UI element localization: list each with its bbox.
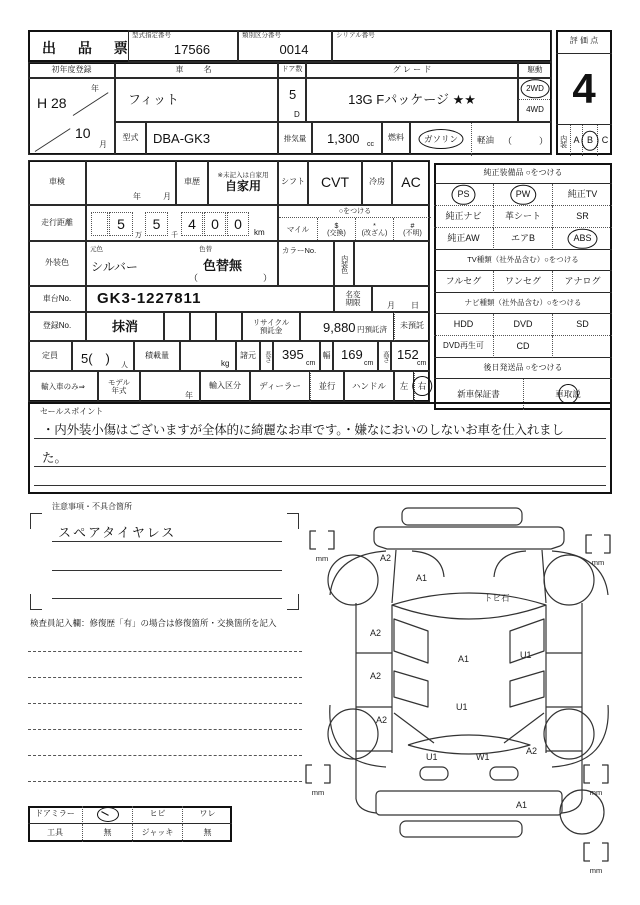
navi-dvd: DVD [493,314,552,336]
bracket-corner [287,594,299,610]
regno-empty-cell [190,312,216,341]
equipment-header1: 純正装備品 ○をつける [434,163,612,184]
windshield-note: トビ石 [484,593,510,603]
namechange-label-2: 期限 [345,298,361,307]
shaken-year-unit: 年 [133,192,141,201]
fuel-gasoline-wrap [413,123,469,156]
equip-airbag: エアB [493,228,552,250]
damage-label: A2 [370,671,382,681]
tv-fullseg: フルセグ [434,271,493,293]
taillight-left [420,767,448,780]
diagonal-slash [35,128,71,152]
change-color-label: 色替 [199,246,212,253]
tread-bracket-spare [584,843,608,861]
page-title: 出 品 票 [42,40,137,56]
car-name-header: 車 名 [115,62,278,78]
modelyear-label [98,371,140,402]
rear-license-strip [400,821,522,837]
displacement-cell [312,122,382,155]
damage-label: A1 [416,573,428,583]
namechange-date-cell [372,286,430,312]
sales-underline [34,438,606,439]
flag-hash-sub: (不明) [403,230,422,237]
capacity-cell [72,341,134,371]
length-unit: cm [306,360,316,367]
damage-label: A2 [380,553,392,563]
tread-unit: mm [315,554,329,563]
regno-value: 抹消 [86,312,164,341]
notes-underline [52,598,282,599]
front-license-strip [402,508,522,525]
fuel-paren-open: （ [503,136,513,146]
importclass-label: 輸入区分 [200,371,250,402]
fuel-paren-close: ） [539,136,549,146]
equip-aw: 純正AW [434,228,493,250]
interior-grade-label: 内装 [556,125,571,156]
flag-dollar-sub: (交換) [327,230,346,237]
rear-fender-arcs [330,705,609,767]
doors-header: ドア数 [278,62,306,78]
load-label: 積載量 [134,341,180,371]
modelyear-unit: 年 [185,391,193,400]
bracket-corner [30,513,42,529]
damage-label: W1 [476,752,490,762]
interior-grade-c: C [601,134,609,145]
mirror-split: ワレ [182,806,232,824]
mileage-sen: 千 [171,232,178,239]
width-value: 169 [341,347,363,362]
equip-navi: 純正ナビ [434,206,493,228]
notes-entry: スペアタイヤレス [58,525,177,540]
height-label: 高さ [378,341,391,371]
navi-dvd-play: DVD再生可 [434,336,493,358]
tread-unit: mm [591,558,605,567]
shaken-label: 車検 [28,160,86,205]
front-fender-arcs [330,551,608,595]
c-pillars [394,713,544,743]
doors-cell [278,78,306,122]
inspector-line [28,781,302,782]
handle-right-circled: 右 [417,381,427,392]
bracket-corner [30,594,42,610]
history-label: 車歴 [176,160,208,205]
inspector-line [28,703,302,704]
flag-dollar: $ [334,222,339,230]
spec-label: 諸元 [236,341,260,371]
mileage-cell [86,205,278,241]
mark-stroke [101,811,109,816]
later-warranty: 新車保証書 [457,389,500,400]
navi-empty [552,336,612,358]
damage-label: A1 [516,800,528,810]
equip-ps-cell [434,184,493,206]
notes-underline [52,570,282,571]
length-cell [273,341,320,371]
diagonal-slash [73,92,109,116]
tread-bracket-front-left [310,531,334,549]
width-cell [333,341,378,371]
cool-value: AC [392,160,430,205]
class-code-cell [238,30,332,62]
inspector-label: 検査員記入欄：修復歴「有」の場合は修復箇所・交換箇所を記入 [30,618,277,628]
chassis-label: 車台No. [28,286,86,312]
wheel-rear-left [328,709,378,759]
orig-color-value: シルバー [91,260,138,274]
circle-note: ○をつける [279,206,431,218]
deposit-suffix: 円預託済 [357,325,387,334]
chassis-value: GK3-1227811 [86,286,334,312]
sales-label: セールスポイント [40,407,104,416]
width-label: 幅 [320,341,333,371]
front-bumper [374,527,564,549]
tv-oneseg: ワンセグ [493,271,552,293]
handle-label: ハンドル [344,371,394,402]
manual-pre: 車 [555,389,564,400]
bracket-corner [287,513,299,529]
regno-empty-cell [164,312,190,341]
mirror-crack: ヒビ [132,806,182,824]
damage-label: A2 [370,628,382,638]
colorno-label: カラーNo. [282,246,317,255]
equip-ps-circled: PS [457,188,470,199]
shift-label: シフト [278,160,308,205]
tread-bracket-rear-right [584,765,608,783]
load-cell [180,341,236,371]
deposit-value: 9,880 [323,320,356,335]
import-label: 輸入車のみ⇒ [28,371,98,402]
score-label: 評 価 点 [556,30,612,54]
model-label: 型式 [115,122,146,155]
flag-star: * [373,222,376,230]
flag-exchange [317,218,355,242]
load-unit: kg [221,359,230,368]
inspector-line [28,677,302,678]
flag-unknown [393,218,431,242]
serial-cell [332,30,552,62]
flag-tamper [355,218,393,242]
namechange-label [334,286,372,312]
capacity-value: 5( ) [81,351,110,366]
first-reg-month: 10 [75,125,91,141]
modelyear-cell [140,371,200,402]
fuel-cell [410,122,552,155]
damage-label: U1 [520,650,532,660]
fuel-diesel: 軽油 [477,135,495,145]
rear-corner-lines [356,799,582,813]
wheel-front-right [544,555,594,605]
interior-grade-row [556,124,612,155]
interior-grade-b-circled: B [586,134,593,145]
headlight-arcs [412,551,526,577]
length-value: 395 [282,347,304,362]
notes-label: 注意事項・不具合箇所 [52,502,132,511]
mileage-digit: 0 [204,212,226,236]
navi-hdd: HDD [434,314,493,336]
rear-bumper [376,791,562,815]
extcolor-label: 外装色 [28,241,86,286]
flag-hash: # [410,222,415,230]
grade-value: 13G Fパッケージ ★★ [306,78,518,122]
height-unit: cm [417,360,427,367]
first-reg-month-unit: 月 [99,140,107,149]
width-unit: cm [364,360,374,367]
regno-label: 登録No. [28,312,86,341]
cool-label: 冷房 [362,160,392,205]
displacement-label: 排気量 [278,122,312,155]
height-value: 152 [397,347,419,362]
change-paren-close: ） [263,273,273,283]
equip-leather: 革シート [493,206,552,228]
tools-none: 無 [82,824,132,842]
history-note: ※未記入は自家用 [217,171,269,179]
cabin-sides [392,605,546,753]
change-color-value: 色替無 [203,258,243,273]
equip-pw-cell [493,184,552,206]
import-parallel: 並行 [310,371,344,402]
damage-label: A1 [458,654,470,664]
rear-side-windows [394,671,544,707]
navi-sd: SD [552,314,612,336]
tv-analog: アナログ [552,271,612,293]
intcolor-value-cell [354,241,430,286]
recycle-label-1: リサイクル [252,317,290,327]
sales-line1: ・内外装小傷はございますが全体的に綺麗なお車です。・嫌なにおいのしないお車を仕入れまし [42,423,564,437]
flag-star-sub: (改ざん) [361,230,388,237]
jack-none: 無 [182,824,232,842]
taillight-right [490,767,518,780]
capacity-label: 定員 [28,341,72,371]
regno-empty-cell [216,312,242,341]
history-value: 自家用 [224,178,261,193]
equip-pw-circled: PW [515,188,531,199]
shaken-month-unit: 月 [163,192,171,201]
history-cell [208,160,278,205]
body-side-lines [356,603,582,799]
shift-value: CVT [308,160,362,205]
namechange-label-1: 名変 [345,290,361,300]
handle-left: 左 [394,371,414,402]
not-deposited: 未預託 [394,312,430,341]
damage-label: U1 [456,702,468,712]
shaken-date-cell [86,160,176,205]
notes-underline [52,541,282,542]
damage-label: A2 [526,746,538,756]
capacity-unit: 人 [121,362,128,369]
navi-cd: CD [493,336,552,358]
tread-unit: mm [589,866,603,875]
doors-suffix: D [294,110,300,119]
first-reg-year-unit: 年 [91,84,99,93]
tread-bracket-rear-left [306,765,330,783]
intcolor-label: 内装色 [334,241,354,286]
mirror-label: ドアミラー [28,806,82,824]
mileage-digit: 0 [227,212,249,236]
tread-unit: mm [589,788,603,797]
damage-label: U1 [426,752,438,762]
mileage-digit: 4 [181,212,203,236]
mileage-man: 万 [135,232,142,239]
sales-line2: た。 [42,451,68,465]
equip-abs-circled: ABS [573,232,592,243]
sales-underline [34,466,606,467]
car-damage-diagram [300,495,640,887]
fuel-divider [471,123,472,156]
equip-tv: 純正TV [552,184,612,206]
damage-label: A2 [376,715,388,725]
change-paren-open: （ [189,273,199,283]
drive-header: 駆動 [518,62,552,78]
sales-box [28,402,612,494]
interior-grade-a: A [571,125,583,156]
manual-circled: 取 [563,389,573,400]
class-code-label: 類別区分番号 [242,32,281,39]
import-dealer: ディーラー [250,371,310,402]
height-cell [391,341,430,371]
mileage-digit: 5 [145,212,168,236]
drive-2wd-circled: 2WD [526,83,544,93]
windshield [392,593,546,619]
model-code-cell [128,30,238,62]
doors-value: 5 [289,87,297,102]
tread-unit: mm [311,788,325,797]
recycle-label-2: 預託金 [259,325,283,335]
orig-color-label: 元色 [90,246,103,253]
manual-post: 説 [572,389,581,400]
equipment-header2: TV種類（社外品含む）○をつける [434,250,612,271]
equipment-header4: 後日発送品 ○をつける [434,358,612,379]
mileage-box-empty [91,212,108,236]
score-value: 4 [572,64,596,112]
equip-sr: SR [552,206,612,228]
interior-grade-b [583,125,598,156]
equipment-header3: ナビ種類（社外品含む）○をつける [434,293,612,314]
drive-2wd-cell [518,78,552,100]
drive-4wd-cell: 4WD [518,100,552,122]
recycle-deposit-cell [300,312,394,341]
door-mirror-circle-mark [97,807,119,822]
first-reg-header: 初年度登録 [28,62,115,78]
mileage-digit: 5 [109,212,133,236]
jack-label: ジャッキ [132,824,182,842]
flag-mile: マイル [286,225,310,235]
model-code-value: 17566 [173,41,211,57]
panel-separators [356,653,582,751]
namechange-units: 月 日 [387,301,419,310]
model-value: DBA-GK3 [146,122,278,155]
inspector-line [28,651,302,652]
modelyear-label-2: 年式 [111,385,127,395]
inspector-line [28,755,302,756]
grade-header: グ レ ー ド [306,62,518,78]
fuel-label: 燃料 [382,122,410,155]
recycle-label [242,312,300,341]
mileage-flags-cell [278,205,430,241]
class-code-value: 0014 [279,41,309,57]
serial-label: シリアル番号 [336,32,375,39]
mileage-unit: km [254,228,265,237]
mileage-label: 走行距離 [28,205,86,241]
model-code-label: 型式指定番号 [132,32,171,39]
inspector-line [28,729,302,730]
modelyear-label-1: モデル [107,377,131,387]
extcolor-cell [86,241,278,286]
fuel-gasoline-circled: ガソリン [423,134,458,145]
tread-bracket-front-right [586,535,610,553]
car-name-value: フィット [115,78,278,122]
first-reg-year: H 28 [37,95,67,111]
length-label: 長さ [260,341,273,371]
handle-right-cell [414,371,430,402]
first-reg-cell [28,78,115,155]
wheel-front-left [328,555,378,605]
displacement-unit: cc [367,141,374,148]
equip-abs-cell [552,228,612,250]
displacement-value: 1,300 [327,131,360,146]
mirror-mark-cell [82,806,132,824]
tools-label: 工具 [47,827,63,837]
colorno-cell [278,241,334,286]
sales-underline [34,485,606,486]
